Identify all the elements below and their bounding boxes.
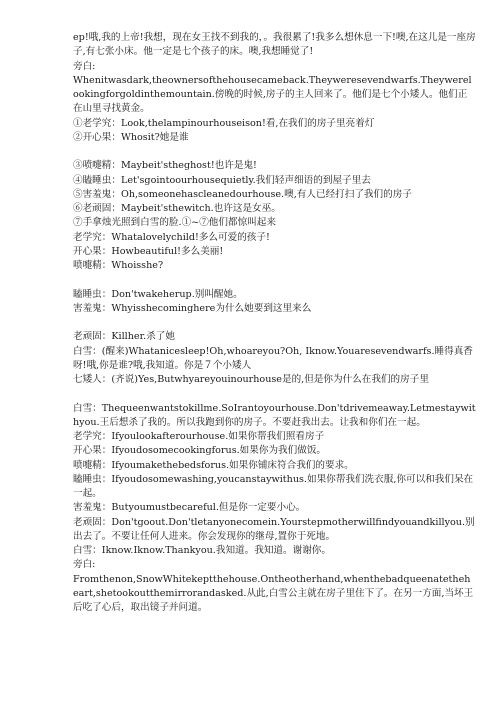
text-line: Fromthenon,SnowWhitekeptthehouse.Ontheotherhand,whenthebadqueenatetheheart,shetookoutthemirrorandasked.从此,白雪公主就在房子里住下了。在另一方面,当坏王后吃了心后，取出镜子并问道。: [73, 573, 474, 613]
text-line: 开心果：Ifyoudosomecookingforus.如果你为我们做饭。: [73, 445, 327, 457]
text-line: 白雪：Iknow.Iknow.Thankyou.我知道。我知道。谢谢你。: [73, 545, 331, 556]
text-line: ep!哦,我的上帝!我想，现在女王找不到我的，。我很累了!我多么想休息一下!噢,在这儿是一座房子,有七张小床。他一定是七个孩子的床。噢,我想睡觉了!: [73, 32, 476, 58]
text-line: ⑤害羞鬼：Oh,someonehascleanedourhouse.噢,有人已经打扫了我们的房子: [73, 188, 412, 200]
text-line: ⑦手拿烛光照到白雪的脸.①~⑦他们都惊叫起来: [73, 217, 276, 229]
text-line: 老学究：Whatalovelychild!多么可爱的孩子!: [73, 231, 270, 243]
text-line: 喷嚏精：Whoisshe?: [73, 260, 164, 271]
paragraph-gap: [73, 273, 476, 287]
text-line: 老顽固：Don'tgoout.Don'tletanyonecomein.Yourstepmotherwillfindyouandkillyou.别出去了。不要让任何人进来。你会发现你的继母,置你于死地。: [73, 516, 475, 542]
text-line: 旁白:: [73, 559, 96, 571]
text-line: 老顽固：Killher.杀了她: [73, 331, 175, 343]
paragraph-gap: [73, 316, 476, 330]
text-line: 七矮人：(齐说)Yes,Butwhyareyouinourhouse是的,但是你为什么在我们的房子里: [73, 374, 429, 385]
text-line: 害羞鬼：Whyisshecominghere为什么她要到这里来么: [73, 302, 312, 314]
text-line: 喷嚏精：Ifyoumakethebedsforus.如果你铺床符合我们的要求。: [73, 459, 354, 471]
text-line: ③喷嚏精：Maybeit'stheghost!也许是鬼!: [73, 160, 257, 172]
text-line: Whenitwasdark,theownersofthehousecameback.Theyweresevendwarfs.Theywerelookingforgoldinthemountain.傍晚的时候,房子的主人回来了。他们是七个小矮人。他们正在山里寻找黄金。: [73, 74, 472, 115]
text-line: 老学究：Ifyoulookafterourhouse.如果你帮我们照看房子: [73, 431, 325, 442]
text-line: ②开心果：Whosit?她是谁: [73, 131, 189, 143]
text-line: 瞌睡虫：Ifyoudosomewashing,youcanstaywithus.如果你帮我们洗衣服,你可以和我们呆在一起。: [73, 473, 474, 499]
text-line: ⑥老顽固：Maybeit'sthewitch.也许这是女巫。: [73, 203, 281, 214]
text-line: 开心果：Howbeautiful!多么美丽!: [73, 245, 224, 257]
text-line: ④瞌睡虫：Let'sgointoourhousequietly.我们轻声细语的到屋子里去: [73, 174, 371, 186]
paragraph-gap: [73, 145, 476, 159]
text-line: 旁白:: [73, 60, 96, 72]
text-line: ①老学究：Look,thelampinourhouseison!看,在我们的房子里亮着灯: [73, 117, 375, 129]
paragraph-gap: [73, 387, 476, 401]
text-line: 瞌睡虫：Don'twakeherup.别叫醒她。: [73, 288, 243, 300]
text-line: 白雪：(醒来)Whatanicesleep!Oh,whoareyou?Oh, Iknow.Youaresevendwarfs.睡得真香呀!哦,你是谁?哦,我知道。你是７个小矮人: [73, 345, 473, 371]
text-line: 害羞鬼：Butyoumustbecareful.但是你一定要小心。: [73, 502, 306, 514]
text-line: 白雪：Thequeenwantstokillme.SoIrantoyourhouse.Don'tdrivemeaway.Letmestaywithyou.王后想杀了我的。所以我跑到你的房子。不要赶我出去。让我和你们在一起。: [73, 402, 476, 428]
